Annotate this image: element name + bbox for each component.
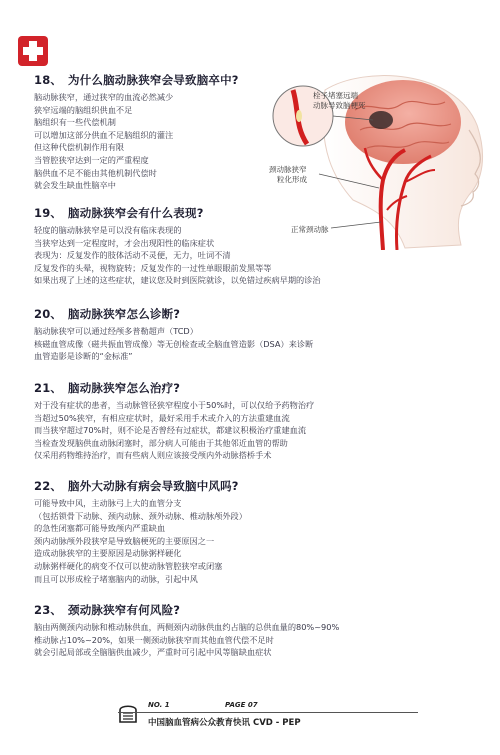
text-line: 轻度的脑动脉狭窄是可以没有临床表现的 <box>34 225 182 235</box>
text-line: 当狭窄达到一定程度时，才会出现阳性的临床症状 <box>34 237 215 248</box>
section-22 <box>34 478 247 585</box>
text-line: 而且可以形成栓子堵塞脑内的动脉，引起中风 <box>34 573 198 584</box>
question-title: 22、 脑外大动脉有病会导致脑中风吗? <box>34 479 239 493</box>
question-title: 20、 脑动脉狭窄怎么诊断? <box>34 307 181 321</box>
illus-label: 正常颈动脉 <box>291 225 329 234</box>
illus-label: 粒化形成 <box>277 175 307 184</box>
question-title: 18、 为什么脑动脉狭窄会导致脑卒中? <box>34 73 239 87</box>
text-line: 狭窄远端的脑组织供血不足 <box>34 104 133 115</box>
section-20 <box>34 306 313 363</box>
text-line: 血管造影是诊断的“金标准” <box>34 351 133 362</box>
section-18 <box>34 72 239 192</box>
section-19 <box>34 205 321 287</box>
text-line: （包括锁骨下动脉、颈内动脉、颈外动脉、椎动脉颅外段） <box>34 510 247 521</box>
footer-issue-number: NO. 1 <box>148 701 170 709</box>
illus-label: 动脉导致脑梗死 <box>313 101 366 110</box>
section-21 <box>34 380 314 462</box>
text-line: 仅采用药物维持治疗，而有些病人则应该接受颅内外动脉搭桥手术 <box>34 450 272 461</box>
question-title: 21、 脑动脉狭窄怎么治疗? <box>34 381 181 395</box>
text-line: 动脉粥样硬化的病变不仅可以使动脉管腔狭窄或闭塞 <box>34 560 223 571</box>
text-line: 就会发生缺血性脑卒中 <box>34 180 116 191</box>
text-line: 对于没有症状的患者，当动脉管径狭窄程度小于50%时，可以仅给予药物治疗 <box>34 400 315 410</box>
text-line: 脑供血不足不能由其他机制代偿时 <box>34 167 157 178</box>
medical-cross-icon <box>18 36 48 66</box>
text-line: 颈内动脉颅外段狭窄是导致脑梗死的主要原因之一 <box>34 535 215 546</box>
illus-label: 栓子堵塞远端 <box>313 91 358 100</box>
text-line: 当检查发现脑供血动脉闭塞时，部分病人可能由于其他邻近血管的帮助 <box>34 437 288 448</box>
text-line: 造成动脉狭窄的主要原因是动脉粥样硬化 <box>34 548 182 559</box>
footer-divider <box>118 712 418 713</box>
section-23 <box>34 602 339 659</box>
illus-label: 颈动脉狭窄 <box>269 165 307 174</box>
text-line: 的急性闭塞都可能导致颅内严重缺血 <box>34 523 166 534</box>
text-line: 当超过50%狭窄，有相应症状时，最好采用手术或介入的方法重建血流 <box>34 412 290 423</box>
text-line: 就会引起局部或全脑脑供血减少，严重时可引起中风等脑缺血症状 <box>34 647 272 658</box>
text-line: 可能导致中风，主动脉弓上大的血管分支 <box>34 498 182 508</box>
text-line: 脑组织有一些代偿机制 <box>34 117 116 128</box>
question-title: 23、 颈动脉狭窄有何风险? <box>34 603 181 617</box>
text-line: 椎动脉占10%~20%，如果一侧颈动脉狭窄而其他血管代偿不足时 <box>34 634 274 645</box>
question-title: 19、 脑动脉狭窄会有什么表现? <box>34 206 204 220</box>
text-line: 表现为：反复发作的肢体活动不灵便，无力，吐词不清 <box>34 250 231 261</box>
publication-logo-icon <box>118 702 138 724</box>
text-line: 核磁血管成像（磁共振血管成像）等无创检查或全脑血管造影（DSA）来诊断 <box>34 338 314 349</box>
text-line: 脑动脉狭窄，通过狭窄的血流必然减少 <box>34 92 174 102</box>
text-line: 而当狭窄超过70%时，则不论是否曾经有过症状，都建议积极治疗重建血流 <box>34 425 307 436</box>
footer-page-number: PAGE 07 <box>225 701 258 709</box>
text-line: 可以增加这部分供血不足脑组织的灌注 <box>34 129 174 140</box>
text-line: 但这种代偿机制作用有限 <box>34 142 125 153</box>
text-line: 如果出现了上述的这些症状，建议您及时到医院就诊，以免错过疾病早期的诊治 <box>34 275 321 286</box>
text-line: 脑由两侧颈内动脉和椎动脉供血，两侧颈内动脉供血约占脑的总供血量的80%~90% <box>34 622 340 632</box>
text-line: 当管腔狭窄达到一定的严重程度 <box>34 154 149 165</box>
text-line: 脑动脉狭窄可以通过经颅多普勒超声（TCD） <box>34 326 198 336</box>
footer-publication-title: 中国脑血管病公众教育快讯 CVD - PEP <box>148 718 301 728</box>
text-line: 反复发作的头晕，视物旋转；反复发作的一过性单眼眼前发黑等等 <box>34 262 272 273</box>
